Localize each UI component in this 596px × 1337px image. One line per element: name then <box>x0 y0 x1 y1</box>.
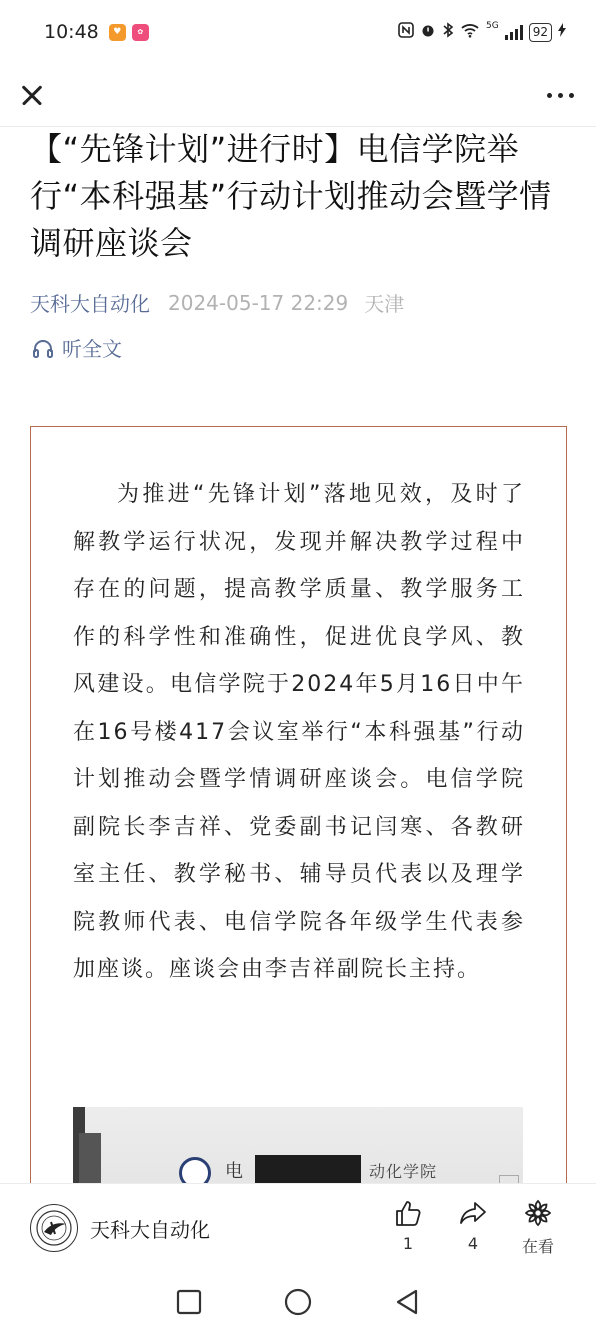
status-bar <box>0 0 596 64</box>
content-frame <box>30 426 567 1206</box>
network-label: 5G <box>486 21 499 31</box>
charging-icon <box>558 23 566 41</box>
recent-apps-icon[interactable] <box>176 1289 202 1315</box>
like-count: 1 <box>402 1234 414 1253</box>
publish-location: 天津 <box>364 292 405 316</box>
bottom-action-bar <box>0 1183 596 1267</box>
orange-app-icon: ♥ <box>109 24 126 41</box>
status-app-badges <box>109 24 149 41</box>
article-title: 【“先锋计划”进行时】电信学院举行“本科强基”行动计划推动会暨学情调研座谈会 <box>30 130 552 262</box>
photo-sign-right: 动化学院 <box>369 1162 438 1181</box>
status-indicators <box>398 22 566 42</box>
wow-label: 在看 <box>521 1237 554 1256</box>
system-nav-bar <box>0 1267 596 1337</box>
back-icon[interactable] <box>394 1289 420 1315</box>
pink-app-icon: ✿ <box>132 24 149 41</box>
headphones-icon <box>32 338 54 358</box>
article-meta <box>30 288 404 317</box>
battery-level: 92 <box>529 23 552 42</box>
alarm-icon <box>420 22 436 42</box>
wifi-icon <box>460 22 480 42</box>
more-icon[interactable] <box>547 85 574 106</box>
close-icon[interactable] <box>18 81 46 109</box>
thumbs-up-icon <box>393 1198 423 1228</box>
home-icon[interactable] <box>284 1288 312 1316</box>
publish-date: 2024-05-17 22:29 <box>168 290 349 315</box>
account-avatar[interactable] <box>30 1204 78 1252</box>
account-name[interactable]: 天科大自动化 <box>90 1218 210 1242</box>
listen-label: 听全文 <box>62 337 122 361</box>
wow-flower-icon <box>523 1198 553 1228</box>
signal-icon <box>505 24 523 40</box>
share-icon <box>458 1198 488 1228</box>
share-button[interactable] <box>448 1198 498 1253</box>
account-link[interactable]: 天科大自动化 <box>30 292 150 316</box>
article-body: 为推进“先锋计划”落地见效，及时了解教学运行状况，发现并解决教学过程中存在的问题，提高教学质量、教学服务工作的科学性和准确性，促进优良学风、教风建设。电信学院于2024年5月16日中午在16号楼417会议室举行“本科强基”行动计划推动会暨学情调研座谈会。电信学院副院长李吉祥、党委副书记闫寒、各教研室主任、教学秘书、辅导员代表以及理学院教师代表、电信学院各年级学生代表参加座谈。座谈会由李吉祥副院长主持。 <box>73 482 525 982</box>
wow-button[interactable] <box>513 1198 563 1257</box>
nfc-icon <box>398 22 414 42</box>
listen-button[interactable] <box>32 333 122 362</box>
photo-sign-left: 电 <box>225 1161 243 1182</box>
bluetooth-icon <box>442 22 454 42</box>
share-count: 4 <box>467 1234 479 1253</box>
top-nav <box>0 64 596 126</box>
status-time: 10:48 <box>44 21 99 43</box>
like-button[interactable] <box>383 1198 433 1253</box>
